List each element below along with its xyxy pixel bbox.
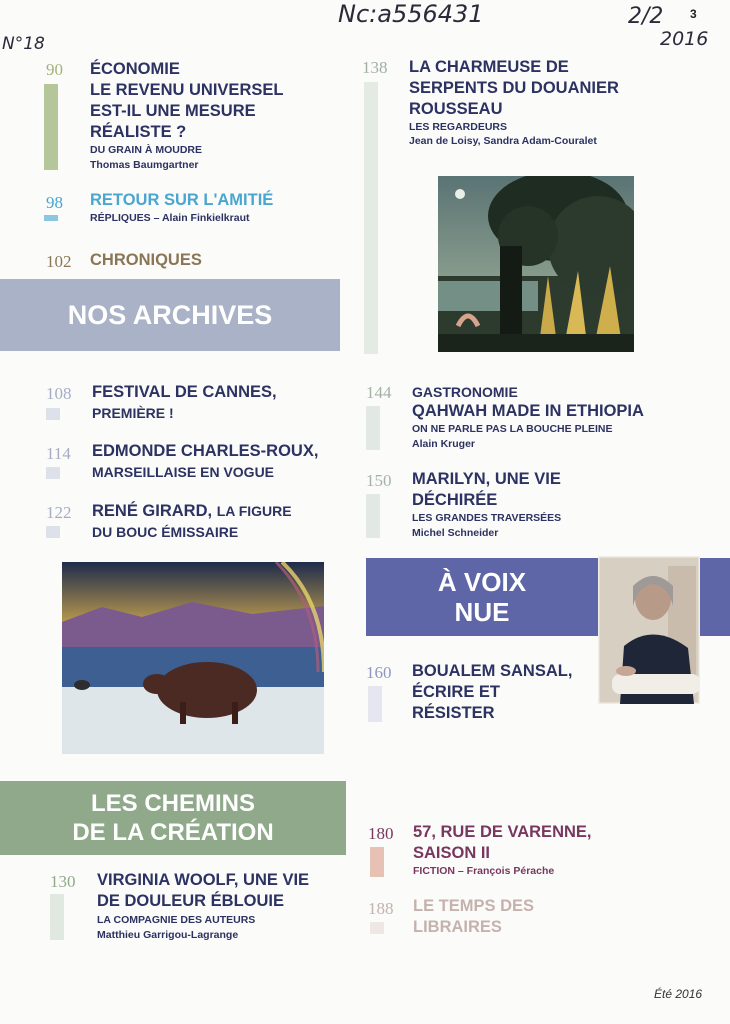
color-bar [46,408,60,420]
entry-page-number: 160 [366,663,392,682]
color-bar [366,406,380,450]
entry-page-number: 108 [46,384,72,403]
entry-rubric: LA COMPAGNIE DES AUTEURS [97,914,256,926]
entry-rubric: ON NE PARLE PAS LA BOUCHE PLEINE [412,423,613,435]
entry-title: VIRGINIA WOOLF, UNE VIE DE DOULEUR ÉBLOUIE [97,871,310,910]
entry-page-number: 102 [46,252,72,271]
entry-title: MARILYN, UNE VIE DÉCHIRÉE [412,470,561,509]
entry-page-number: 114 [46,444,71,463]
entry-subtitle: PREMIÈRE ! [92,405,174,421]
color-bar [370,847,384,877]
entry-title: LA CHARMEUSE DE SERPENTS DU DOUANIER ROUSSEAU [409,58,619,118]
footer-issue-date: Été 2016 [654,987,703,1001]
painting-snake-charmer-image [438,176,634,352]
color-bar [368,686,382,722]
entry-title: RENÉ GIRARD, LA FIGURE [92,502,292,520]
section-banner-voix-nue: À VOIX NUE [366,558,598,636]
entry-title: QAHWAH MADE IN ETHIOPIA [412,402,644,420]
entry-page-number: 130 [50,872,76,891]
entry-subtitle: MARSEILLAISE EN VOGUE [92,464,275,480]
color-bar [366,494,380,538]
section-banner-chemins: LES CHEMINS DE LA CRÉATION [0,781,346,855]
entry-title: 57, RUE DE VARENNE, SAISON II [413,823,592,862]
color-bar [44,215,58,221]
entry-page-number: 188 [368,899,394,918]
entry-title: EDMONDE CHARLES-ROUX, [92,442,319,460]
color-bar [50,894,64,940]
entry-title: FESTIVAL DE CANNES, [92,383,277,401]
color-bar [370,922,384,934]
page-number: 3 [690,7,697,21]
entry-page-number: 122 [46,503,72,522]
entry-title: ÉCONOMIE LE REVENU UNIVERSEL EST-IL UNE MESURE RÉALISTE ? [90,60,284,141]
entry-page-number: 138 [362,58,388,77]
entry-author: Michel Schneider [412,527,499,539]
portrait-boualem-sansal-image [598,556,700,704]
entry-rubric: LES GRANDES TRAVERSÉES [412,512,562,524]
color-bar [46,526,60,538]
entry-subtitle: RÉPLIQUES – Alain Finkielkraut [90,212,250,224]
handwritten-catalog-number: Nc:a556431 [338,0,484,28]
entry-author: Thomas Baumgartner [90,159,199,171]
entry-author: Alain Kruger [412,438,476,450]
entry-rubric: DU GRAIN À MOUDRE [90,144,202,156]
entry-page-number: 180 [368,824,394,843]
entry-title: BOUALEM SANSAL, ÉCRIRE ET RÉSISTER [412,662,573,722]
entry-rubric: LES REGARDEURS [409,121,508,133]
entry-title: CHRONIQUES [90,251,202,269]
painting-scapegoat-image [62,562,324,754]
entry-author: Jean de Loisy, Sandra Adam-Couralet [409,135,597,147]
color-bar [364,82,378,354]
entry-page-number: 90 [46,60,63,79]
entry-page-number: 98 [46,193,63,212]
entry-author: Matthieu Garrigou-Lagrange [97,929,239,941]
handwritten-issue-number: N°18 [2,34,45,54]
handwritten-issue: 2/2 [628,4,664,29]
section-banner-voix-nue-tail [700,558,730,636]
entry-page-number: 150 [366,471,392,490]
entry-subtitle: DU BOUC ÉMISSAIRE [92,524,239,540]
color-bar [46,467,60,479]
entry-kicker: GASTRONOMIE [412,384,518,400]
section-banner-archives: NOS ARCHIVES [0,279,340,351]
entry-title: LE TEMPS DES LIBRAIRES [413,897,535,936]
entry-subtitle: FICTION – François Pérache [413,865,555,877]
handwritten-year: 2016 [660,28,709,50]
color-bar [44,84,58,170]
entry-page-number: 144 [366,383,392,402]
entry-title: RETOUR SUR L'AMITIÉ [90,191,274,209]
